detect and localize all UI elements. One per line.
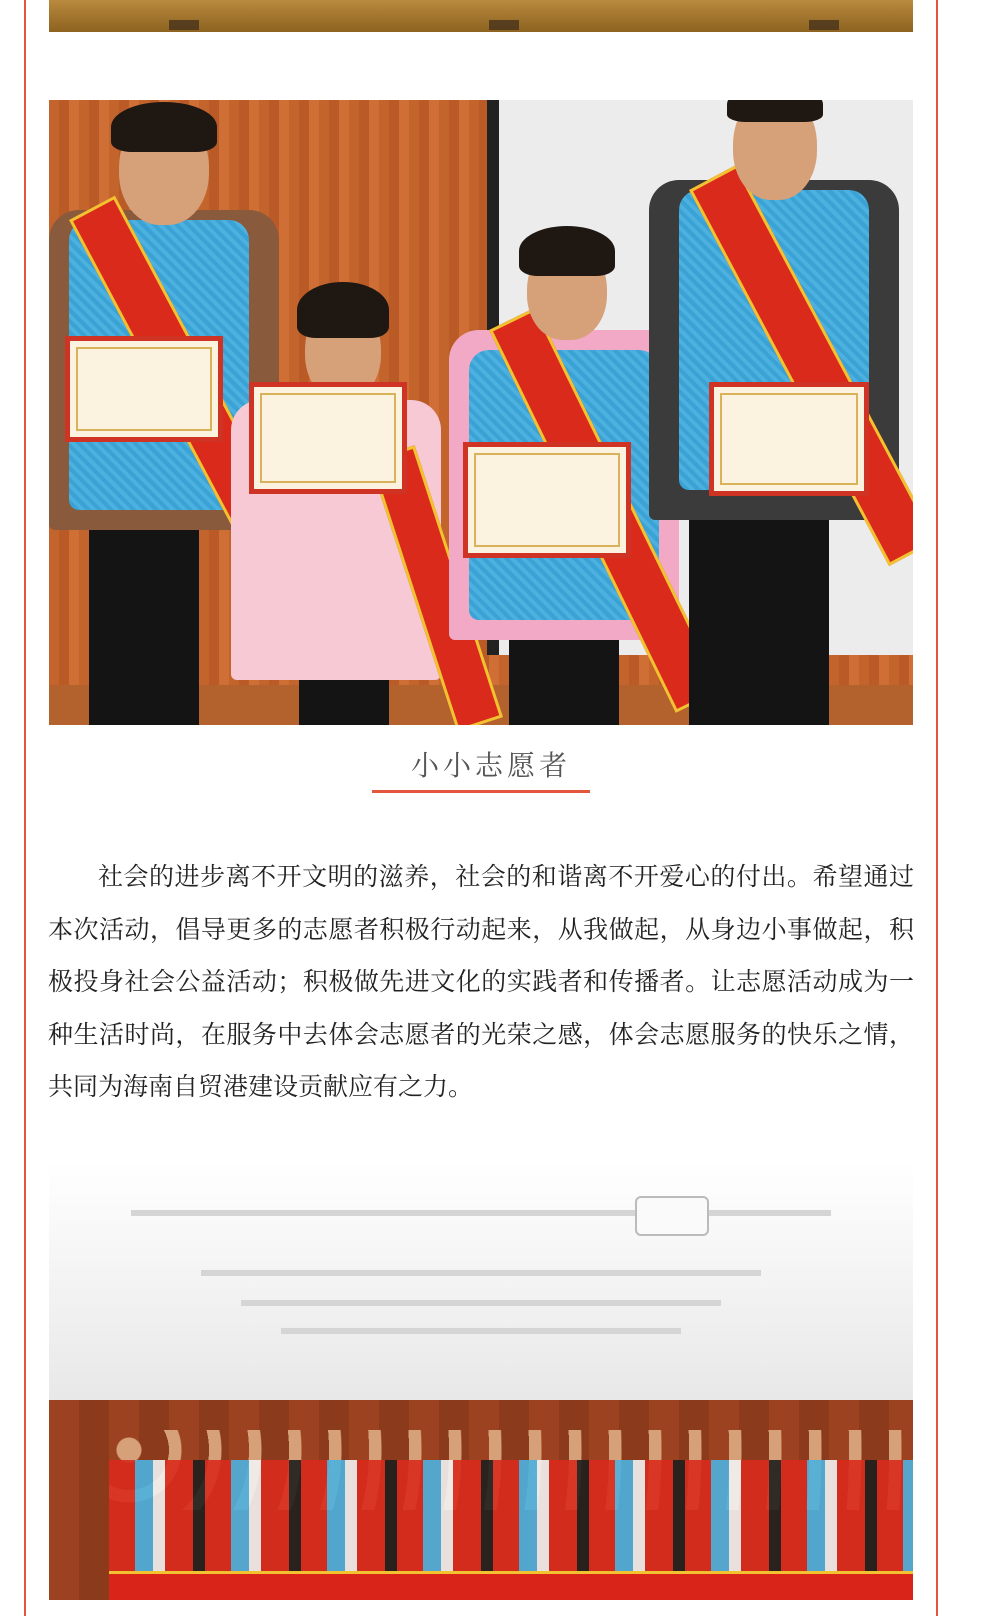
group-photo <box>49 1160 913 1600</box>
photo-caption: 小小志愿者 <box>410 749 571 782</box>
caption-underline <box>372 790 590 793</box>
body-paragraph: 社会的进步离不开文明的滋养，社会的和谐离不开爱心的付出。希望通过本次活动，倡导更多的志愿者积极行动起来，从我做起，从身边小事做起，积极投身社会公益活动；积极做先进文化的实践者和传播者。让志愿活动成为一种生活时尚，在服务中去体会志愿者的光荣之感，体会志愿服务的快乐之情，共同为海南自贸港建设贡献应有之力。 <box>48 862 914 1101</box>
volunteers-award-photo <box>49 100 913 725</box>
projector <box>635 1196 709 1236</box>
top-photo-fragment <box>49 0 913 32</box>
group-banner <box>109 1571 913 1600</box>
